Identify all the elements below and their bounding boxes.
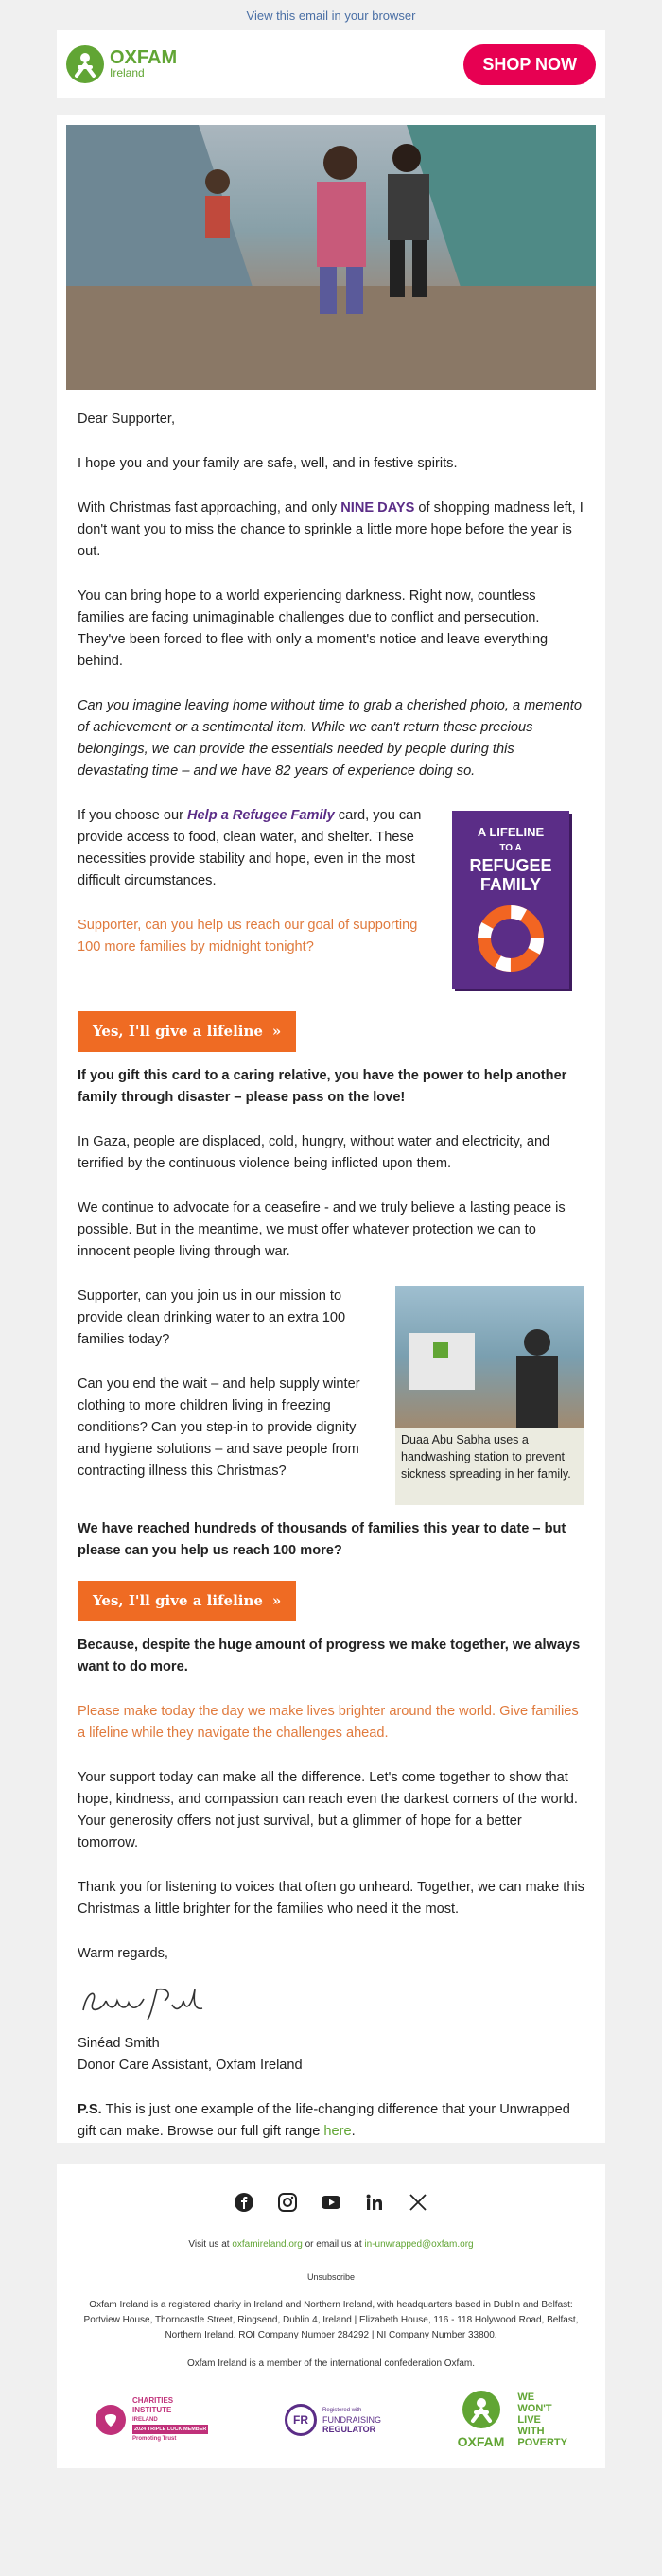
view-in-browser-link[interactable]: View this email in your browser bbox=[246, 9, 416, 23]
paragraph-10: Supporter, can you join us in our mission to provide clean drinking water to an extra 100 families today? bbox=[78, 1288, 346, 1347]
give-lifeline-button-2[interactable]: Yes, I'll give a lifeline » bbox=[78, 1581, 296, 1621]
brand-subtitle: Ireland bbox=[110, 66, 145, 79]
postscript: P.S. This is just one example of the life-changing difference that your Unwrapped gift can make. Browse our full gift range here. bbox=[78, 2102, 570, 2139]
unsubscribe-link[interactable]: Unsubscribe bbox=[306, 2272, 356, 2282]
x-twitter-icon[interactable] bbox=[408, 2192, 428, 2213]
paragraph-14: Please make today the day we make lives brighter around the world. Give families a lifeline while they navigate the challenges ahead. bbox=[78, 1704, 579, 1741]
youtube-icon[interactable] bbox=[321, 2192, 341, 2213]
linkedin-icon[interactable] bbox=[364, 2192, 385, 2213]
instagram-icon[interactable] bbox=[277, 2192, 298, 2213]
oxfam-wont-live-with-poverty-logo: OXFAM WE WON'T LIVE WITH POVERTY bbox=[457, 2392, 567, 2449]
email-footer bbox=[57, 2164, 605, 2468]
greeting: Dear Supporter, bbox=[78, 412, 176, 427]
fr-mark: FR bbox=[285, 2404, 317, 2436]
oxfam-person-icon bbox=[462, 2391, 500, 2428]
lifeline-card-image[interactable]: A LIFELINE TO A REFUGEE FAMILY bbox=[452, 811, 569, 989]
letter-body bbox=[57, 115, 605, 2143]
shop-now-button[interactable]: SHOP NOW bbox=[463, 44, 596, 85]
confederation-note: Oxfam Ireland is a member of the international confederation Oxfam. bbox=[186, 2358, 476, 2369]
photo-with-caption bbox=[395, 1286, 584, 1505]
photo-caption: Duaa Abu Sabha uses a handwashing station to prevent sickness spreading in her family. bbox=[401, 1433, 571, 1481]
double-chevron-icon: » bbox=[271, 1592, 282, 1609]
fundraising-regulator-badge: FR Registered with FUNDRAISING REGULATOR bbox=[285, 2404, 381, 2436]
oxfam-logo[interactable] bbox=[66, 45, 177, 83]
paragraph-8: In Gaza, people are displaced, cold, hungry, without water and electricity, and terrified by the continuous violence being inflicted upon them. bbox=[78, 1134, 550, 1171]
sender-block bbox=[78, 2033, 584, 2077]
sender-role: Donor Care Assistant, Oxfam Ireland bbox=[78, 2058, 303, 2073]
paragraph-16: Thank you for listening to voices that often go unheard. Together, we can make this Christmas a little brighter for the families who need it the most. bbox=[78, 1880, 584, 1917]
social-links bbox=[57, 2192, 605, 2213]
hero-image-children-camp bbox=[66, 125, 596, 390]
gift-range-link[interactable]: here bbox=[323, 2124, 352, 2139]
legal-text: Oxfam Ireland is a registered charity in Ireland and Northern Ireland, with headquarters based in Dublin and Belfast: Portview House, Thorncastle Street, Ringsend, Dublin 4, Ireland | Elizabeth House, 116 - 118 Holywood Road, Belfast, Northern Ireland. ROI Company Number 284292 | NI Company Number 33800. bbox=[83, 2300, 579, 2340]
brand-name: OXFAM bbox=[110, 47, 178, 68]
contact-line: Visit us at oxfamireland.org or email us at in-unwrapped@oxfam.org bbox=[188, 2239, 474, 2250]
paragraph-3: You can bring hope to a world experiencing darkness. Right now, countless families are facing unimaginable challenges due to conflict and persecution. They've been forced to flee with only a moment's notice and leave everything behind. bbox=[78, 588, 549, 669]
paragraph-7: If you gift this card to a caring relative, you have the power to help another family through disaster – please pass on the love! bbox=[78, 1068, 567, 1105]
sender-name: Sinéad Smith bbox=[78, 2036, 160, 2051]
paragraph-5: If you choose our Help a Refugee Family card, you can provide access to food, clean water, and shelter. These necessities provide stability and hope, even in the most difficult circumstances. bbox=[78, 808, 422, 888]
paragraph-12: We have reached hundreds of thousands of families this year to date – but please can you help us reach 100 more? bbox=[78, 1521, 566, 1558]
email-header bbox=[57, 30, 605, 98]
goal-appeal: Supporter, can you help us reach our goal of supporting 100 more families by midnight tonight? bbox=[78, 918, 418, 955]
signoff: Warm regards, bbox=[78, 1946, 168, 1961]
charities-institute-badge: CHARITIES INSTITUTE IRELAND 2024 TRIPLE LOCK MEMBER Promoting Trust bbox=[95, 2396, 208, 2444]
charities-institute-icon bbox=[95, 2404, 127, 2436]
card-name-link[interactable]: Help a Refugee Family bbox=[187, 808, 335, 823]
give-lifeline-button[interactable]: Yes, I'll give a lifeline » bbox=[78, 1011, 296, 1052]
double-chevron-icon: » bbox=[271, 1023, 282, 1040]
paragraph-2: With Christmas fast approaching, and only NINE DAYS of shopping madness left, I don't want you to miss the chance to sprinkle a little more hope before the year is out. bbox=[78, 500, 584, 559]
paragraph-1: I hope you and your family are safe, well, and in festive spirits. bbox=[78, 456, 458, 471]
view-in-browser-bar bbox=[0, 0, 662, 30]
lifebuoy-icon bbox=[478, 905, 544, 972]
facebook-icon[interactable] bbox=[234, 2192, 254, 2213]
paragraph-11: Can you end the wait – and help supply winter clothing to more children living in freezing conditions? Can you step-in to provide dignity and hygiene solutions – and save people from contracting illness this Christmas? bbox=[78, 1376, 360, 1479]
nine-days-highlight: NINE DAYS bbox=[340, 500, 415, 516]
paragraph-13: Because, despite the huge amount of progress we make together, we always want to do more. bbox=[78, 1638, 581, 1674]
handwritten-signature bbox=[78, 1982, 584, 2025]
paragraph-15: Your support today can make all the difference. Let's come together to show that hope, kindness, and compassion can reach even the darkest corners of the world. Your generosity offers not just survival, but a glimmer of hope for a better tomorrow. bbox=[78, 1770, 578, 1850]
paragraph-9: We continue to advocate for a ceasefire - and we truly believe a lasting peace is possible. But in the meantime, we must offer whatever protection we can to innocent people living through war. bbox=[78, 1200, 566, 1259]
paragraph-4: Can you imagine leaving home without time to grab a cherished photo, a memento of achievement or a sentimental item. While we can't return these precious belongings, we can provide the essentials needed by people during this devastating time – and we have 82 years of experience doing so. bbox=[78, 698, 582, 779]
email-link[interactable]: in-unwrapped@oxfam.org bbox=[364, 2239, 474, 2250]
handwashing-photo bbox=[395, 1286, 584, 1428]
oxfam-person-icon bbox=[66, 45, 104, 83]
website-link[interactable]: oxfamireland.org bbox=[232, 2239, 303, 2250]
